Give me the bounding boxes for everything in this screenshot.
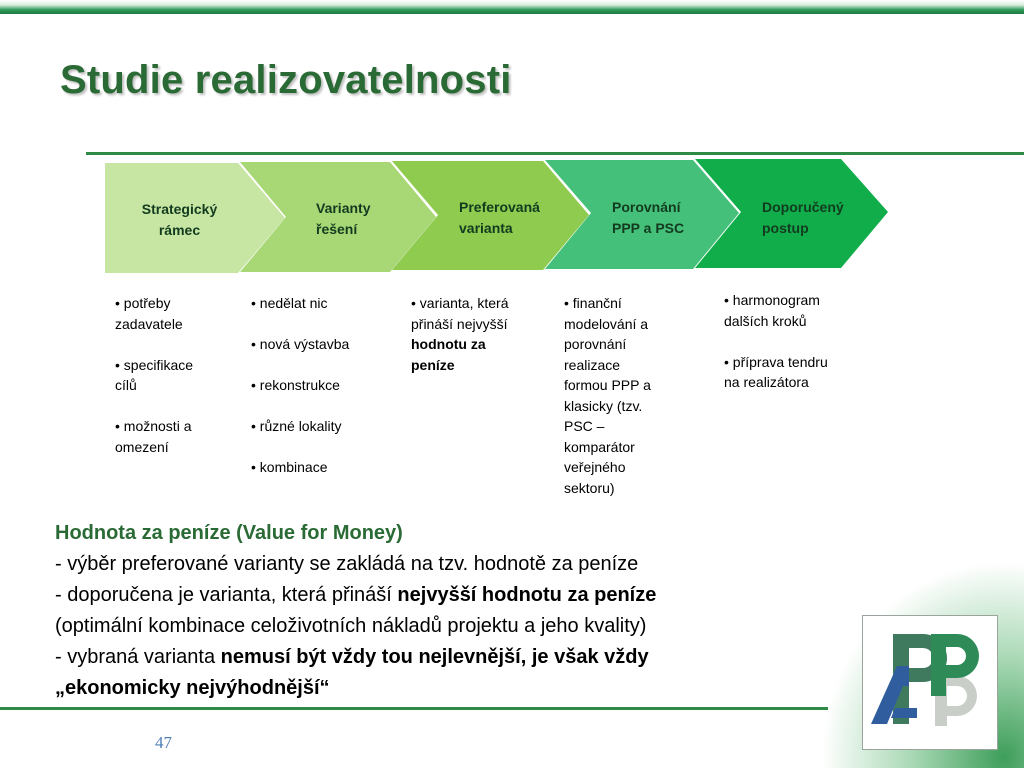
step-2-details: [251, 293, 349, 498]
ppp-logo: [862, 615, 998, 750]
step-2-label: Varianty řešení: [316, 200, 371, 237]
step-4-label: Porovnání PPP a PSC: [612, 199, 685, 236]
list-item: • specifikace cílů: [115, 356, 194, 393]
list-item: • kombinace: [251, 459, 328, 475]
page-number: 47: [155, 733, 172, 752]
footer-divider: [0, 707, 828, 710]
step-4-details: • finanční modelování a porovnání realizace formou PPP a klasicky (tzv. PSC – komparátor veřejného sektoru): [564, 295, 651, 496]
vfm-line-3: (optimální kombinace celoživotních nákladů projektu a jeho kvality): [55, 615, 647, 637]
step-5-label: Doporučený postup: [762, 199, 844, 236]
vfm-line-2: - doporučena je varianta, která přináší nejvyšší hodnotu za peníze: [55, 584, 657, 606]
vfm-line-5: „ekonomicky nejvýhodnější“: [55, 677, 330, 699]
step-3-details: • varianta, která přináší nejvyšší hodnotu za peníze: [411, 295, 509, 373]
list-item: • nedělat nic: [251, 295, 328, 311]
step-1-details: [115, 293, 193, 478]
list-item: • rekonstrukce: [251, 377, 340, 393]
step-1-label: Strategický rámec: [141, 201, 218, 238]
value-for-money-heading: Hodnota za peníze (Value for Money): [55, 522, 403, 544]
vfm-line-4: - vybraná varianta nemusí být vždy tou nejlevnější, je však vždy: [55, 646, 649, 668]
list-item: • možnosti a omezení: [115, 418, 192, 455]
list-item: • harmonogram dalších kroků: [724, 292, 820, 329]
step-3-label: Preferovaná varianta: [459, 199, 540, 236]
vfm-line-1: - výběr preferované varianty se zakládá na tzv. hodnotě za peníze: [55, 553, 639, 575]
list-item: • příprava tendru na realizátora: [724, 353, 828, 390]
list-item: • nová výstavba: [251, 336, 350, 352]
list-item: • potřeby zadavatele: [115, 295, 183, 332]
ppp-logo-icon: [863, 616, 997, 749]
list-item: • různé lokality: [251, 418, 342, 434]
page-title: Studie realizovatelnosti: [60, 58, 512, 102]
value-for-money-section: [55, 518, 855, 704]
step-5-details: [724, 290, 828, 413]
